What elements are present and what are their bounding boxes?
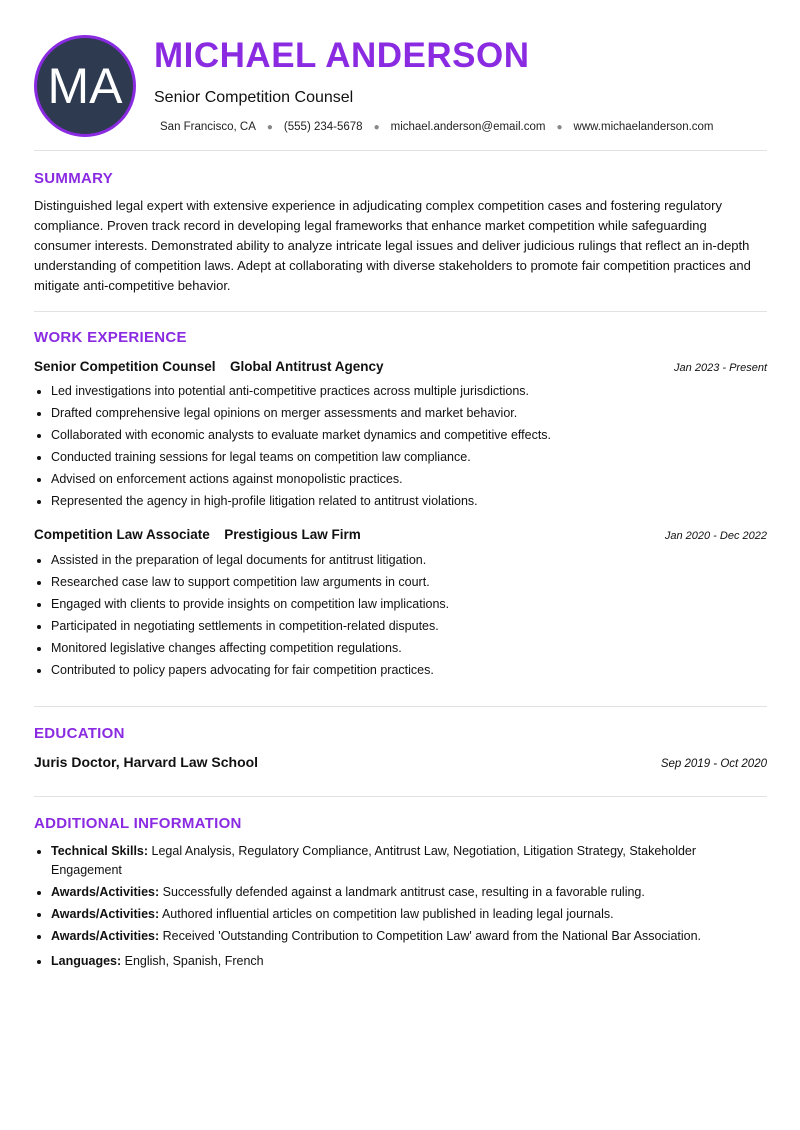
contact-email[interactable]: michael.anderson@email.com xyxy=(390,121,546,133)
job-bullets xyxy=(34,549,767,681)
additional-heading: ADDITIONAL INFORMATION xyxy=(34,815,242,832)
job-header xyxy=(34,526,767,544)
divider xyxy=(34,796,767,797)
contact-line xyxy=(160,121,714,133)
list-item: • Conducted training sessions for legal teams on competition law compliance. xyxy=(51,446,767,468)
job-role: Senior Competition Counsel xyxy=(34,359,216,374)
job-bullets xyxy=(34,380,767,512)
experience-heading: WORK EXPERIENCE xyxy=(34,329,187,346)
summary-heading: SUMMARY xyxy=(34,170,114,187)
separator-dot: ● xyxy=(556,121,563,133)
candidate-name: MICHAEL ANDERSON xyxy=(154,36,530,75)
item-label: Awards/Activities: xyxy=(51,885,160,899)
contact-phone: (555) 234-5678 xyxy=(283,121,363,133)
list-item xyxy=(51,905,767,924)
avatar xyxy=(34,35,136,137)
education-heading: EDUCATION xyxy=(34,725,125,742)
list-item: • Assisted in the preparation of legal documents for antitrust litigation. xyxy=(51,549,767,571)
job-company: Global Antitrust Agency xyxy=(229,359,384,374)
item-label: Technical Skills: xyxy=(51,844,149,858)
list-item: • Participated in negotiating settlements in competition-related disputes. xyxy=(51,615,767,637)
list-item: • Monitored legislative changes affecting competition regulations. xyxy=(51,637,767,659)
list-item xyxy=(51,842,767,880)
list-item: • Engaged with clients to provide insights on competition law implications. xyxy=(51,593,767,615)
list-item: • Represented the agency in high-profile litigation related to antitrust violations. xyxy=(51,490,767,512)
job-company: Prestigious Law Firm xyxy=(224,527,361,542)
item-label: Awards/Activities: xyxy=(51,907,160,921)
item-text: Authored influential articles on competition law published in leading legal journals. xyxy=(161,907,614,921)
item-text: English, Spanish, French xyxy=(124,954,264,968)
avatar-initials: MA xyxy=(47,58,123,114)
list-item xyxy=(51,927,767,946)
list-item: • Contributed to policy papers advocating for fair competition practices. xyxy=(51,659,767,681)
item-text: Successfully defended against a landmark antitrust case, resulting in a favorable ruling. xyxy=(162,885,645,899)
education-degree: Juris Doctor, Harvard Law School xyxy=(34,754,259,770)
education-dates: Sep 2019 - Oct 2020 xyxy=(660,758,767,770)
divider xyxy=(34,706,767,707)
job-header xyxy=(34,358,767,376)
item-label: Awards/Activities: xyxy=(51,929,160,943)
list-item: • Collaborated with economic analysts to evaluate market dynamics and competitive effects. xyxy=(51,424,767,446)
list-item xyxy=(51,952,767,971)
summary-text: Distinguished legal expert with extensive experience in adjudicating complex competition cases and fostering regulatory compliance. Proven track record in developing legal frameworks that enhance market competition while safeguarding consumer interests. Demonstrated ability to analyze intricate legal issues and deliver judicious rulings that reflect an in-depth understanding of competition laws. Adept at collaborating with diverse stakeholders to promote fair competition practices and mitigate anti-competitive behavior. xyxy=(34,198,751,293)
education-entry xyxy=(34,754,767,770)
list-item: • Advised on enforcement actions against monopolistic practices. xyxy=(51,468,767,490)
job-role: Competition Law Associate xyxy=(34,527,210,542)
item-text: Received 'Outstanding Contribution to Competition Law' award from the National Bar Association. xyxy=(162,929,702,943)
job-dates: Jan 2023 - Present xyxy=(674,362,767,374)
item-text: Legal Analysis, Regulatory Compliance, Antitrust Law, Negotiation, Litigation Strategy, Stakeholder Engagement xyxy=(51,844,697,877)
separator-dot: ● xyxy=(266,121,273,133)
divider xyxy=(34,311,767,312)
list-item: • Researched case law to support competition law arguments in court. xyxy=(51,571,767,593)
separator-dot: ● xyxy=(373,121,380,133)
divider xyxy=(34,150,767,151)
list-item xyxy=(51,883,767,902)
item-label: Languages: xyxy=(51,954,122,968)
list-item: • Led investigations into potential anti-competitive practices across multiple jurisdictions. xyxy=(51,380,767,402)
list-item: • Drafted comprehensive legal opinions on merger assessments and market behavior. xyxy=(51,402,767,424)
contact-location: San Francisco, CA xyxy=(160,121,256,133)
candidate-title: Senior Competition Counsel xyxy=(154,89,354,106)
contact-website[interactable]: www.michaelanderson.com xyxy=(573,121,714,133)
job-dates: Jan 2020 - Dec 2022 xyxy=(664,530,767,542)
additional-list xyxy=(34,842,767,974)
